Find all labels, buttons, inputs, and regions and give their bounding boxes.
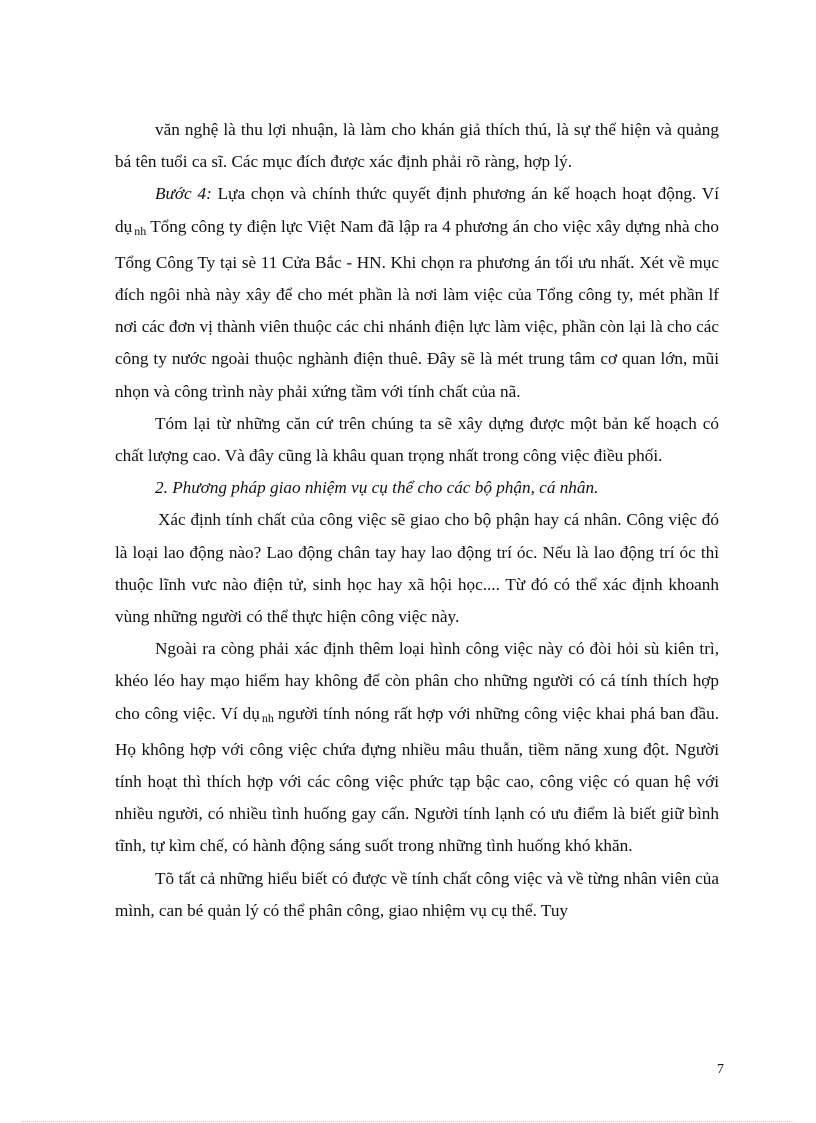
paragraph-2-text-b: Tổng công ty điện lực Việt Nam đã lập ra 4 phương án cho việc xây dựng nhà cho Tổng Công Ty tại sè 11 Cửa Bắc - HN. Khi chọn ra phương án tối ưu nhất. Xét về mục đích ngôi nhà này xây để cho mét phần là nơi làm việc của Tổng công ty, mét phần lf nơi các đơn vị thành viên thuộc các chi nhánh điện lực làm việc, phần còn lại là cho các công ty nước ngoài thuộc nghành điện thuê. Đây sẽ là mét trung tâm cơ quan lớn, mũi nhọn và công trình này phải xứng tầm với tính chất của nã. xyxy=(115,216,719,401)
paragraph-5 xyxy=(115,633,719,862)
page-number: 7 xyxy=(717,1062,724,1077)
paragraph-4-text: Xác định tính chất của công việc sẽ giao cho bộ phận hay cá nhân. Công việc đó là loại lao động nào? Lao động chân tay hay lao động trí óc. Nếu là lao động trí óc thì thuộc lĩnh vưc nào điện tử, sinh học hay xã hội học.... Từ đó có thể xác định khoanh vùng những người có thể thực hiện công việc này. xyxy=(115,510,719,627)
paragraph-2 xyxy=(115,178,719,407)
paragraph-1-text: văn nghệ là thu lợi nhuận, là làm cho khán giả thích thú, là sự thể hiện và quảng bá tên tuổi ca sĩ. Các mục đích được xác định phải rõ ràng, hợp lý. xyxy=(115,120,719,172)
paragraph-5-text-a: Ngoài ra còng phải xác định thêm loại hình công việc này có đòi hỏi sù kiên trì, khéo léo hay mạo hiểm hay không để còn phân cho những người có cá tính thích hợp cho công việc. Ví dụ xyxy=(115,639,719,723)
paragraph-3 xyxy=(115,408,719,472)
footer-divider xyxy=(22,1121,794,1122)
section-heading-2 xyxy=(115,472,719,504)
paragraph-1 xyxy=(115,114,719,178)
paragraph-6-text: Tõ tất cả những hiểu biết có được về tính chất công việc và về từng nhân viên của mình, can bé quản lý có thể phân công, giao nhiệm vụ cụ thể. Tuy xyxy=(115,868,719,920)
body-text xyxy=(115,114,719,927)
paragraph-5-text-b: người tính nóng rất hợp với những công việc khai phá ban đầu. Họ không hợp với công việc chứa đựng nhiều mâu thuẫn, tiềm năng xung đột. Người tính hoạt thì thích hợp với các công việc phức tạp bậc cao, công việc có quan hệ với nhiều người, có nhiều tình huống gay cấn. Người tính lạnh có ưu điểm là biết giữ bình tĩnh, tự kìm chế, có hành động sáng suốt trong những tình huống khó khăn. xyxy=(115,703,719,856)
paragraph-6 xyxy=(115,863,719,927)
paragraph-4 xyxy=(115,504,719,633)
paragraph-2-nh: nh xyxy=(134,223,147,238)
section-heading-2-text: 2. Phương pháp giao nhiệm vụ cụ thể cho các bộ phận, cá nhân. xyxy=(155,478,599,498)
step-label: Bước 4: xyxy=(155,184,212,204)
paragraph-5-nh: nh xyxy=(261,710,274,725)
paragraph-2-text-a: Lựa chọn và chính thức quyết định phương án kế hoạch hoạt động. Ví dụ xyxy=(115,184,719,236)
paragraph-3-text: Tóm lại từ những căn cứ trên chúng ta sẽ xây dựng được một bản kế hoạch có chất lượng cao. Và đây cũng là khâu quan trọng nhất trong công việc điều phối. xyxy=(115,413,719,466)
